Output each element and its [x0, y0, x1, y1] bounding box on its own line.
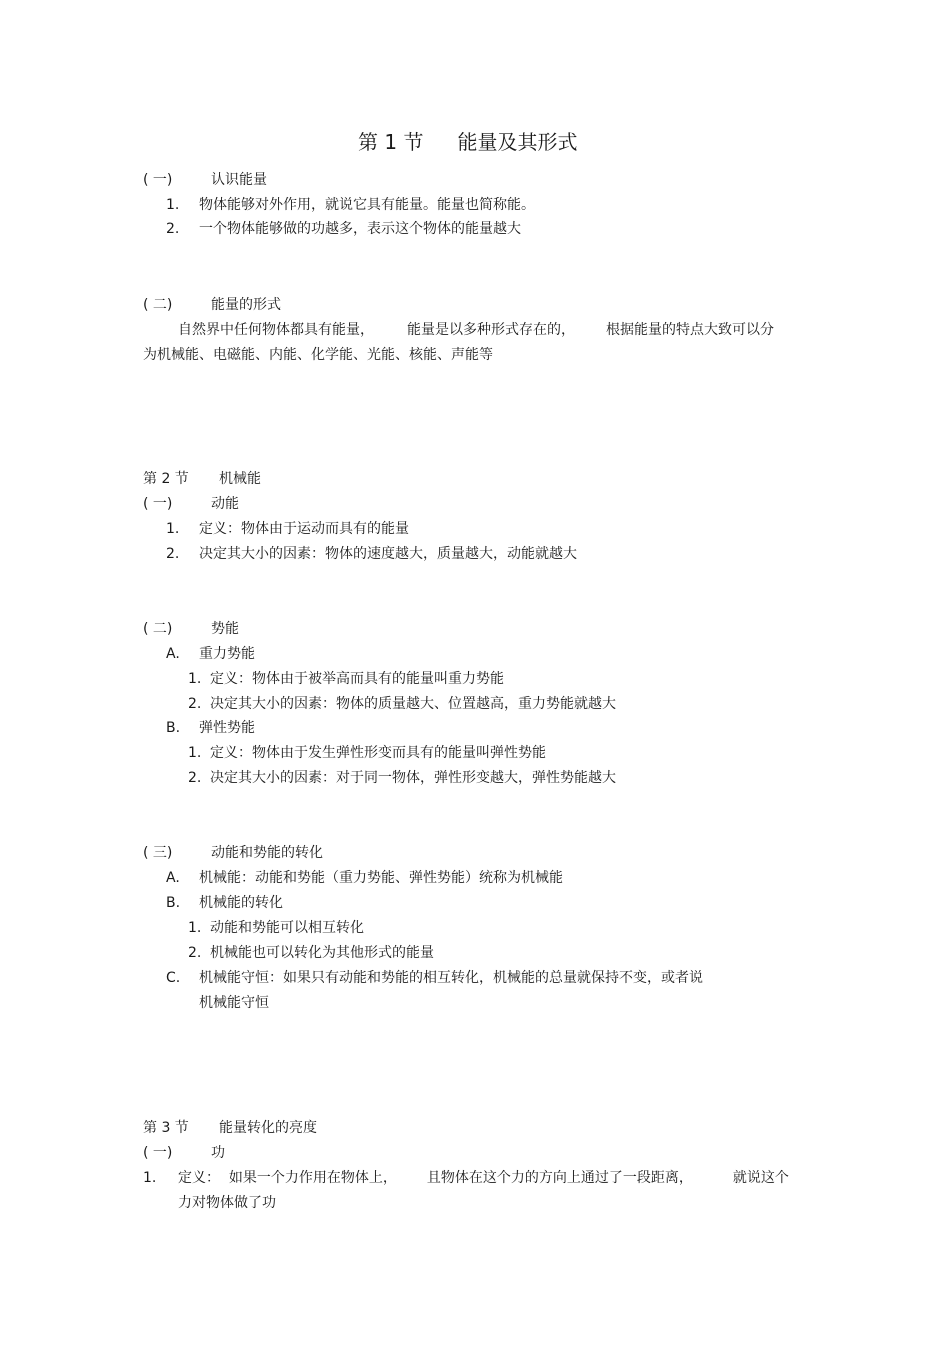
item-text: 决定其大小的因素：对于同一物体，弹性形变越大，弹性势能越大 — [210, 770, 616, 786]
item-text: 且物体在这个力的方向上通过了一段距离， — [426, 1170, 693, 1186]
list-item — [188, 944, 434, 962]
item-number: 1. — [188, 745, 202, 761]
sub-item — [166, 894, 283, 912]
subsection-label: ( 一) — [143, 172, 173, 188]
item-number: 1. — [143, 1170, 157, 1186]
paragraph-line — [178, 321, 774, 339]
sub-item — [166, 719, 255, 737]
section-3-number: 第 3 节 — [143, 1120, 189, 1136]
item-text: 决定其大小的因素：物体的质量越大、位置越高，重力势能就越大 — [210, 696, 616, 712]
list-item — [143, 1169, 789, 1187]
sub-item — [166, 869, 563, 887]
item-text: 机械能也可以转化为其他形式的能量 — [210, 945, 434, 961]
subsection-heading — [143, 296, 281, 314]
paragraph-line: 为机械能、电磁能、内能、化学能、光能、核能、声能等 — [143, 347, 493, 363]
sub-item-title: 机械能的转化 — [199, 895, 283, 911]
list-item — [166, 545, 577, 563]
sub-item-title: 机械能守恒：如果只有动能和势能的相互转化，机械能的总量就保持不变，或者说 — [199, 970, 703, 986]
sub-item-title: 弹性势能 — [199, 720, 255, 736]
sub-item — [166, 969, 703, 987]
sub-item — [166, 645, 255, 663]
list-item — [188, 695, 616, 713]
item-number: 2. — [188, 696, 202, 712]
subsection-heading — [143, 171, 267, 189]
list-item — [188, 769, 616, 787]
section-2-number: 第 2 节 — [143, 471, 189, 487]
section-3-title — [143, 1119, 317, 1137]
item-number: 2. — [166, 221, 180, 237]
section-2-title — [143, 470, 261, 488]
subsection-heading — [143, 844, 323, 862]
item-text: 决定其大小的因素：物体的速度越大，质量越大，动能就越大 — [199, 546, 577, 562]
section-1-title — [358, 129, 577, 155]
paragraph-segment: 根据能量的特点大致可以分 — [606, 322, 774, 338]
list-item-continuation: 力对物体做了功 — [178, 1195, 276, 1211]
sub-item-continuation: 机械能守恒 — [199, 995, 269, 1011]
item-number: 2. — [166, 546, 180, 562]
subsection-heading — [143, 1144, 225, 1162]
list-item — [166, 520, 409, 538]
item-number: 2. — [188, 945, 202, 961]
section-1-name: 能量及其形式 — [457, 130, 578, 154]
subsection-title: 功 — [211, 1145, 225, 1161]
list-item — [188, 744, 546, 762]
item-text: 就说这个 — [732, 1170, 789, 1186]
subsection-label: ( 二) — [143, 621, 173, 637]
subsection-title: 势能 — [211, 621, 239, 637]
list-item — [166, 220, 521, 238]
subsection-title: 认识能量 — [211, 172, 267, 188]
item-text: 动能和势能可以相互转化 — [210, 920, 364, 936]
item-number: 1. — [166, 521, 180, 537]
section-1-number: 第 1 节 — [358, 130, 424, 154]
item-text: 定义：物体由于发生弹性形变而具有的能量叫弹性势能 — [210, 745, 546, 761]
item-text: 定义：物体由于运动而具有的能量 — [199, 521, 409, 537]
list-item — [166, 196, 535, 214]
subsection-title: 动能 — [211, 496, 239, 512]
subsection-label: ( 一) — [143, 496, 173, 512]
subsection-title: 能量的形式 — [211, 297, 281, 313]
paragraph-segment: 自然界中任何物体都具有能量， — [178, 322, 374, 338]
sub-item-title: 重力势能 — [199, 646, 255, 662]
sub-item-letter: B. — [166, 895, 181, 911]
item-text: 定义： 如果一个力作用在物体上， — [178, 1170, 397, 1186]
list-item — [188, 919, 364, 937]
sub-item-letter: C. — [166, 970, 181, 986]
sub-item-letter: A. — [166, 870, 180, 886]
subsection-label: ( 一) — [143, 1145, 173, 1161]
subsection-title: 动能和势能的转化 — [211, 845, 323, 861]
item-number: 2. — [188, 770, 202, 786]
subsection-heading — [143, 495, 239, 513]
sub-item-title: 机械能：动能和势能（重力势能、弹性势能）统称为机械能 — [199, 870, 563, 886]
subsection-label: ( 二) — [143, 297, 173, 313]
item-number: 1. — [166, 197, 180, 213]
list-item — [188, 670, 504, 688]
item-number: 1. — [188, 671, 202, 687]
item-text: 一个物体能够做的功越多，表示这个物体的能量越大 — [199, 221, 521, 237]
item-number: 1. — [188, 920, 202, 936]
section-2-name: 机械能 — [219, 471, 261, 487]
paragraph-segment: 能量是以多种形式存在的， — [407, 322, 575, 338]
section-3-name: 能量转化的亮度 — [219, 1120, 317, 1136]
subsection-label: ( 三) — [143, 845, 173, 861]
sub-item-letter: B. — [166, 720, 181, 736]
sub-item-letter: A. — [166, 646, 180, 662]
item-text: 物体能够对外作用，就说它具有能量。能量也简称能。 — [199, 197, 535, 213]
item-text: 定义：物体由于被举高而具有的能量叫重力势能 — [210, 671, 504, 687]
subsection-heading — [143, 620, 239, 638]
